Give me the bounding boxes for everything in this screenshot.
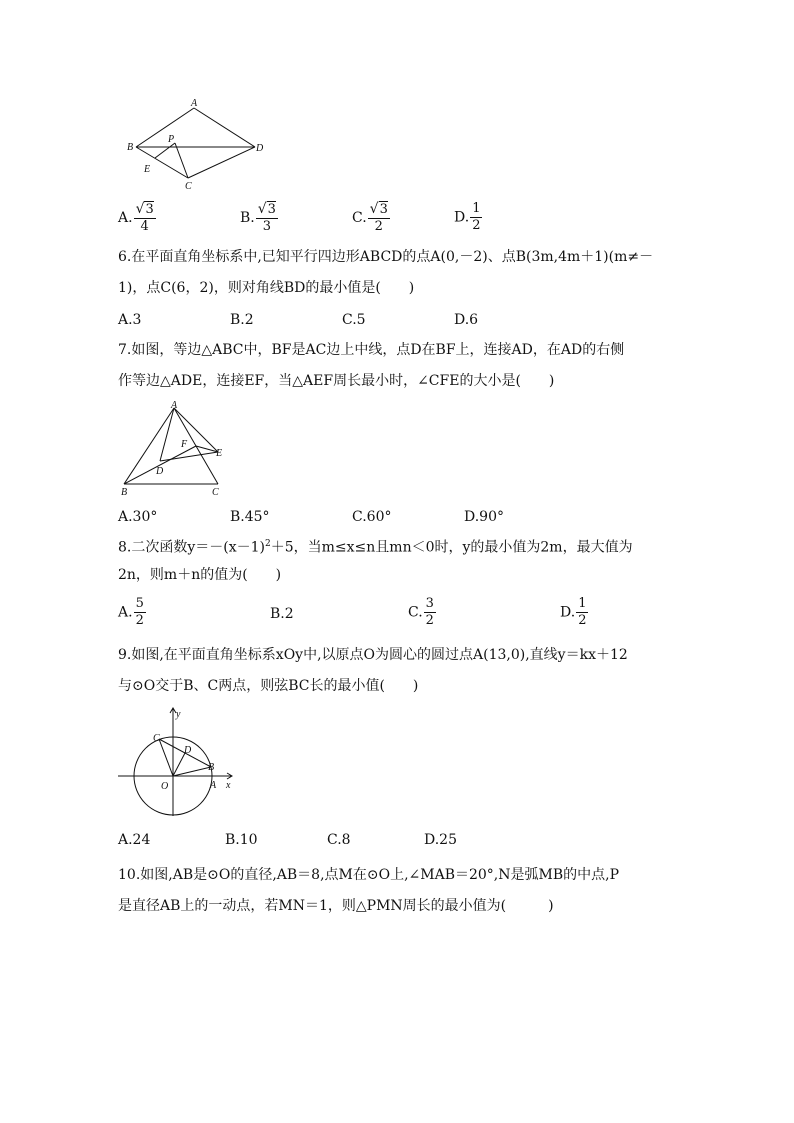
q7-stem-line1: 7.如图，等边△ABC中，BF是AC边上中线，点D在BF上，连接AD，在AD的右侧	[118, 342, 625, 358]
label-B: B	[121, 487, 128, 498]
fraction: $\frac{5}{2}$	[135, 596, 144, 628]
label-C: C	[185, 181, 192, 192]
label-P: P	[168, 134, 175, 145]
q7-stem-line2: 作等边△ADE，连接EF，当△AEF周长最小时，∠CFE的大小是( )	[118, 373, 555, 389]
q8-option-a: A. $\frac{5}{2}$	[118, 596, 144, 628]
q7-option-b: B.45°	[230, 509, 270, 525]
fraction: $\frac{3}{2}$	[425, 596, 434, 628]
q10-stem-line1: 10.如图,AB是⊙O的直径,AB＝8,点M在⊙O上,∠MAB＝20°,N是弧MB的中点,P	[118, 867, 619, 883]
q8-option-d: D. $\frac{1}{2}$	[560, 596, 587, 628]
q5-option-a: A. $\frac{√3}{4}$	[118, 201, 154, 234]
q9-figure	[116, 704, 240, 820]
q5-option-c: C. $\frac{√3}{2}$	[352, 201, 388, 234]
label-D: D	[156, 466, 164, 477]
equilateral-triangle-diagram	[114, 400, 234, 498]
fraction: $\frac{√3}{4}$	[135, 201, 154, 234]
q8-option-b: B.2	[270, 606, 294, 622]
q7-figure	[114, 400, 234, 498]
fraction: $\frac{1}{2}$	[472, 201, 481, 233]
q7-option-c: C.60°	[352, 509, 392, 525]
label-B: B	[127, 142, 134, 153]
label-F: F	[181, 439, 188, 450]
q9-stem-line1: 9.如图,在平面直角坐标系xOy中,以原点O为圆心的圆过点A(13,0),直线y＝kx＋12	[118, 647, 628, 663]
label-A: A	[171, 400, 178, 411]
q9-option-a: A.24	[118, 832, 151, 848]
q5-figure	[118, 96, 268, 194]
q9-option-c: C.8	[327, 832, 351, 848]
q9-option-d: D.25	[424, 832, 457, 848]
q7-option-a: A.30°	[118, 509, 158, 525]
fraction: $\frac{1}{2}$	[578, 596, 587, 628]
q6-option-c: C.5	[342, 312, 366, 328]
q10-stem-line2: 是直径AB上的一动点，若MN＝1，则△PMN周长的最小值为( )	[118, 898, 554, 914]
label-x: x	[226, 780, 231, 791]
label-C: C	[212, 487, 219, 498]
q9-option-b: B.10	[225, 832, 258, 848]
q8-stem-line2: 2n，则m＋n的值为( )	[118, 567, 282, 583]
label-B: B	[208, 762, 215, 773]
q8-stem-line1: 8.二次函数$y=-(x-1)^2+5$，当m≤x≤n且mn＜0时，y的最小值为2m，最大值为	[118, 539, 633, 556]
label-D: D	[256, 143, 264, 154]
label-C: C	[153, 733, 160, 744]
q6-option-d: D.6	[454, 312, 479, 328]
q6-option-a: A.3	[118, 312, 142, 328]
q7-option-d: D.90°	[464, 509, 504, 525]
fraction: $\frac{√3}{2}$	[369, 201, 388, 234]
q5-option-b: B. $\frac{√3}{3}$	[240, 201, 276, 234]
q9-stem-line2: 与⊙O交于B、C两点，则弦BC长的最小值( )	[118, 678, 419, 694]
q6-stem-line2: 1)，点C(6，2)，则对角线BD的最小值是( )	[118, 280, 415, 296]
rhombus-diagram	[118, 96, 268, 194]
label-A: A	[210, 780, 217, 791]
q6-option-b: B.2	[230, 312, 254, 328]
q5-option-d: D. $\frac{1}{2}$	[454, 201, 481, 233]
label-y: y	[176, 709, 181, 720]
label-E: E	[144, 164, 151, 175]
q8-option-c: C. $\frac{3}{2}$	[408, 596, 434, 628]
q6-stem-line1: 6.在平面直角坐标系中,已知平行四边形ABCD的点A(0,－2)、点B(3m,4m＋1)(m≠－	[118, 249, 654, 265]
label-D: D	[184, 745, 192, 756]
circle-coordinate-diagram	[116, 704, 240, 820]
label-A: A	[191, 98, 198, 109]
label-E: E	[216, 448, 223, 459]
label-O: O	[161, 781, 169, 792]
fraction: $\frac{√3}{3}$	[257, 201, 276, 234]
